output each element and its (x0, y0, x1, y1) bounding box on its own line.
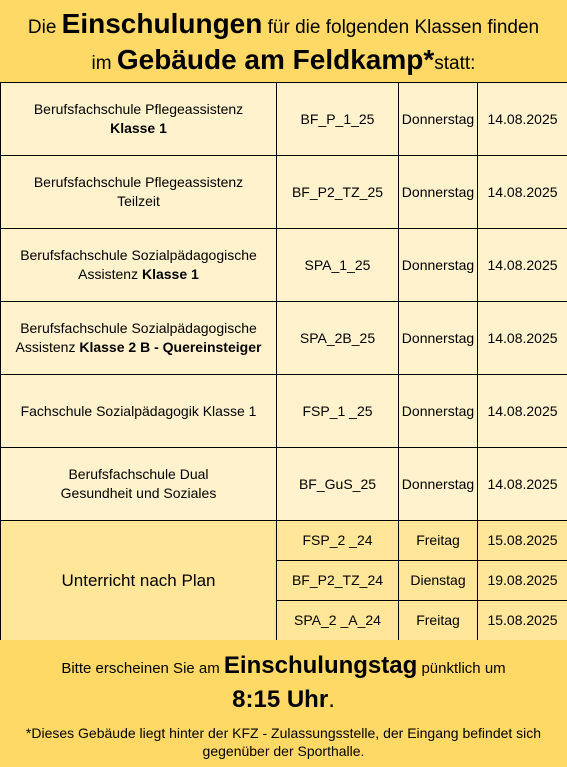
class-description (1, 229, 277, 302)
weekday: Donnerstag (399, 156, 478, 229)
date: 14.08.2025 (478, 302, 567, 375)
weekday: Donnerstag (399, 83, 478, 156)
table-row (1, 375, 567, 448)
weekday: Freitag (399, 521, 478, 561)
footer-line1-post: pünktlich um (417, 660, 506, 677)
desc-text: Berufsfachschule Sozialpädagogische (20, 320, 257, 336)
class-code: SPA_2 _A_24 (277, 601, 399, 641)
table-row (1, 229, 567, 302)
class-code: BF_P2_TZ_25 (277, 156, 399, 229)
class-code: BF_GuS_25 (277, 448, 399, 521)
desc-text: Berufsfachschule Sozialpädagogische (20, 247, 257, 263)
weekday: Donnerstag (399, 448, 478, 521)
date: 15.08.2025 (478, 521, 567, 561)
class-code: SPA_1_25 (277, 229, 399, 302)
class-description (1, 448, 277, 521)
class-code: FSP_1 _25 (277, 375, 399, 448)
desc-text: Berufsfachschule Pflegeassistenz (33, 101, 244, 117)
date: 14.08.2025 (478, 156, 567, 229)
class-description (1, 302, 277, 375)
table-row (1, 448, 567, 521)
desc-text: Berufsfachschule Pflegeassistenz (33, 174, 244, 190)
header-line2-pre: im (91, 53, 117, 74)
header-line1-bold: Einschulungen (61, 8, 263, 39)
header-line-1 (0, 8, 567, 40)
desc-text-2: Assistenz (78, 266, 142, 282)
date: 19.08.2025 (478, 561, 567, 601)
date: 15.08.2025 (478, 601, 567, 641)
footer-time (0, 686, 567, 714)
date: 14.08.2025 (478, 229, 567, 302)
class-description (1, 83, 277, 156)
footer-line1-bold: Einschulungstag (223, 652, 418, 679)
header-line-2 (0, 44, 567, 76)
header-line2-post: statt: (434, 53, 476, 74)
table-row (1, 302, 567, 375)
class-code: FSP_2 _24 (277, 521, 399, 561)
desc-text-2: Teilzeit (117, 193, 160, 209)
weekday: Donnerstag (399, 375, 478, 448)
desc-bold: Klasse 1 (141, 266, 199, 282)
class-description (1, 375, 277, 448)
date: 14.08.2025 (478, 375, 567, 448)
class-code: SPA_2B_25 (277, 302, 399, 375)
footer-line-1 (0, 652, 567, 680)
class-description (1, 156, 277, 229)
desc-text-2: Gesundheit und Soziales (60, 485, 217, 501)
date: 14.08.2025 (478, 83, 567, 156)
desc-text-2: Assistenz (15, 339, 80, 355)
header-line2-bold: Gebäude am Feldkamp* (116, 44, 435, 75)
schedule-table (0, 82, 567, 641)
footer (0, 640, 567, 767)
header-line1-pre: Die (27, 17, 62, 38)
table-row (1, 156, 567, 229)
table-row (1, 83, 567, 156)
class-code: BF_P2_TZ_24 (277, 561, 399, 601)
header (0, 0, 567, 82)
class-code: BF_P_1_25 (277, 83, 399, 156)
table-row (1, 521, 567, 561)
desc-bold: Klasse 1 (110, 120, 167, 136)
weekday: Freitag (399, 601, 478, 641)
desc-text: Fachschule Sozialpädagogik Klasse 1 (20, 402, 257, 419)
weekday: Donnerstag (399, 302, 478, 375)
desc-bold: Klasse 2 B - Quereinsteiger (79, 339, 262, 355)
header-line1-post: für die folgenden Klassen finden (262, 17, 540, 38)
plan-label: Unterricht nach Plan (1, 521, 277, 641)
footer-line1-pre: Bitte erscheinen Sie am (61, 660, 224, 677)
weekday: Dienstag (399, 561, 478, 601)
schedule-table-wrap (0, 82, 567, 640)
time-post: . (328, 686, 335, 713)
footer-note: *Dieses Gebäude liegt hinter der KFZ - Zulassungsstelle, der Eingang befindet sich gegenüber der Sporthalle. (25, 725, 542, 759)
weekday: Donnerstag (399, 229, 478, 302)
desc-text: Berufsfachschule Dual (68, 466, 209, 482)
date: 14.08.2025 (478, 448, 567, 521)
time-text: 8:15 Uhr (232, 686, 329, 713)
